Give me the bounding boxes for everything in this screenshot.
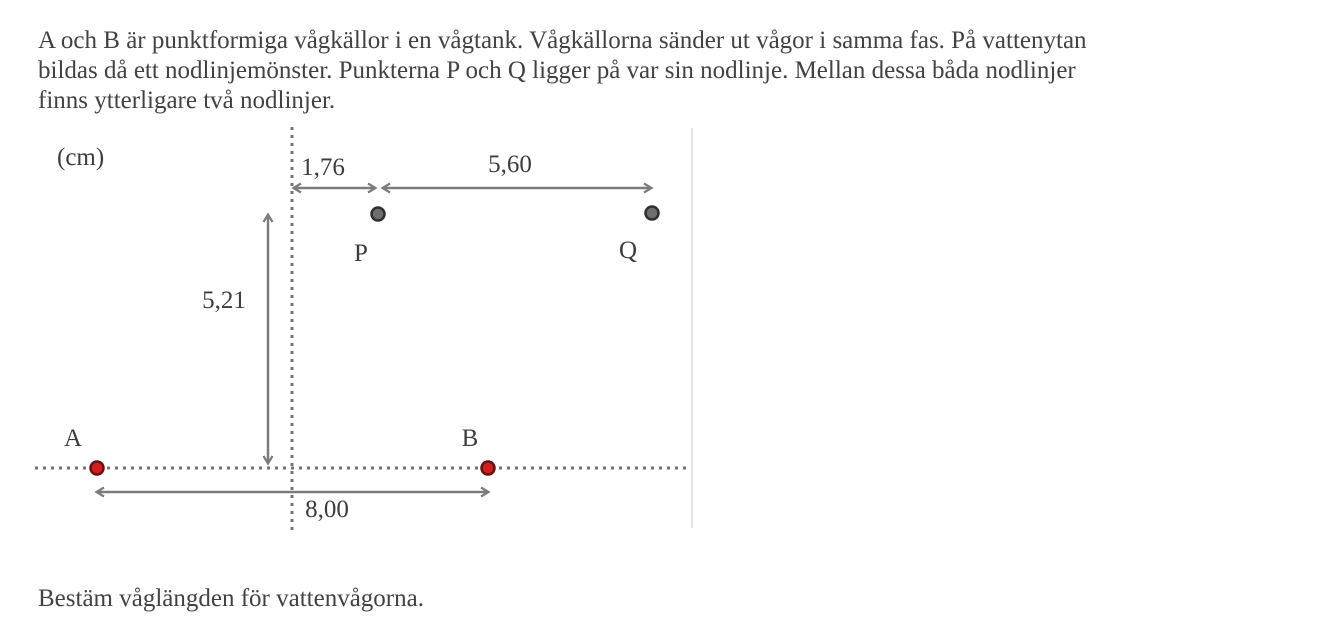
dim-label-p-offset: 1,76: [301, 154, 345, 181]
problem-statement: [38, 26, 1258, 116]
node-dot-p: [372, 208, 385, 221]
source-dot-b: [482, 462, 495, 475]
dim-label-height: 5,21: [202, 287, 246, 314]
problem-line-1: A och B är punktformiga vågkällor i en vågtank. Vågkällorna sänder ut vågor i samma fas. På vattenytan: [38, 27, 1087, 54]
point-label-p: P: [354, 240, 368, 267]
dim-label-ab-distance: 8,00: [305, 496, 349, 523]
unit-label: (cm): [57, 144, 105, 171]
point-label-q: Q: [618, 237, 638, 264]
source-dot-a: [91, 462, 104, 475]
node-dot-q: [646, 207, 659, 220]
problem-line-2: bildas då ett nodlinjemönster. Punkterna P och Q ligger på var sin nodlinje. Mellan dessa båda nodlinjer: [38, 57, 1076, 84]
dim-label-pq-distance: 5,60: [488, 151, 532, 178]
question-text: Bestäm våglängden för vattenvågorna.: [38, 585, 424, 612]
wave-tank-diagram: [30, 120, 730, 550]
point-label-a: A: [63, 425, 83, 452]
problem-line-3: finns ytterligare två nodlinjer.: [38, 87, 336, 114]
point-label-b: B: [461, 425, 479, 452]
